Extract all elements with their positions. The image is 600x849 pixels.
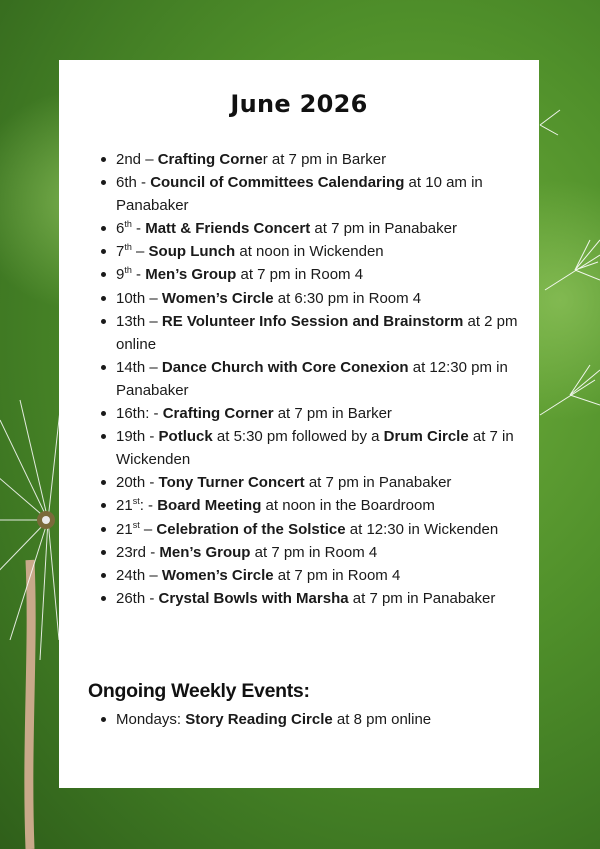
event-list — [89, 148, 546, 610]
event-date: 6th - — [116, 174, 151, 192]
event-separator: : - — [139, 497, 158, 515]
list-item — [116, 587, 546, 610]
event-separator: - — [131, 220, 146, 238]
event-separator: – — [139, 520, 157, 538]
event-date: 13th – — [116, 312, 162, 330]
event-details: at 7 pm in Panabaker — [304, 474, 452, 492]
event-date: 19th - — [116, 428, 159, 446]
event-date: 9 — [116, 266, 125, 284]
list-item — [116, 541, 546, 564]
event-name: Dance Church with Core Conexion — [161, 358, 409, 376]
event-name: Crystal Bowls with Marsha — [158, 589, 349, 607]
list-item — [116, 240, 546, 263]
event-details: r at 7 pm in Barker — [262, 151, 387, 168]
event-details: at 7 pm in Panabaker — [310, 220, 457, 238]
event-details: at noon in Wickenden — [235, 243, 384, 261]
list-item — [116, 310, 546, 356]
event-details: at 5:30 pm followed by a — [212, 428, 384, 446]
list-item — [116, 425, 546, 471]
event-name: Celebration of the Solstice — [156, 520, 346, 538]
page-title: June 2026 — [230, 90, 368, 118]
event-name: Soup Lunch — [148, 243, 236, 261]
event-date: 2nd – — [116, 151, 158, 168]
ongoing-heading: Ongoing Weekly Events: — [88, 680, 310, 702]
event-date: 6 — [116, 220, 125, 238]
event-details: at 10 am in Panabaker — [116, 174, 483, 215]
event-name: Crafting Corner — [162, 405, 274, 423]
event-details: at 12:30 in Wickenden — [345, 520, 499, 538]
list-item — [116, 471, 546, 494]
event-name: Drum Circle — [383, 428, 469, 446]
list-item — [116, 518, 546, 541]
event-date: 16th: - — [116, 405, 163, 423]
event-date: 10th – — [116, 289, 162, 307]
event-date: 23rd - — [116, 543, 160, 561]
event-date: 20th - — [116, 474, 159, 492]
event-separator: - — [131, 266, 146, 284]
event-name: Board Meeting — [157, 497, 262, 515]
event-details: at noon in the Boardroom — [261, 497, 435, 515]
list-item — [116, 564, 546, 587]
event-date: 21 — [116, 497, 133, 515]
list-item — [116, 494, 546, 517]
event-name: Men’s Group — [159, 543, 251, 561]
event-name: Story Reading Circle — [185, 711, 333, 728]
event-date: 7 — [116, 243, 125, 261]
date-suffix: th — [124, 242, 132, 253]
event-details: at 7 pm in Room 4 — [250, 543, 378, 561]
event-name: Potluck — [158, 428, 213, 446]
list-item — [116, 171, 546, 217]
event-date: 24th – — [116, 566, 162, 584]
event-date: 21 — [116, 520, 133, 538]
list-item — [116, 402, 546, 425]
event-details: at 8 pm online — [332, 711, 432, 728]
event-card — [59, 60, 539, 788]
event-details: at 7 pm in Panabaker — [348, 589, 496, 607]
event-date: Mondays: — [116, 711, 186, 728]
event-details: at 12:30 pm in Panabaker — [116, 358, 508, 399]
list-item — [116, 356, 546, 402]
event-details: at 7 pm in Barker — [273, 405, 392, 423]
event-details: at 2 pm online — [116, 312, 518, 353]
list-item — [116, 287, 546, 310]
event-name: Tony Turner Concert — [158, 474, 305, 492]
list-item — [116, 263, 546, 286]
date-suffix: th — [124, 219, 132, 230]
event-separator: – — [131, 243, 149, 261]
event-name: Council of Committees Calendaring — [150, 174, 405, 192]
event-name: Matt & Friends Concert — [145, 220, 311, 238]
event-date: 26th - — [116, 589, 159, 607]
ongoing-list — [89, 708, 546, 731]
event-date: 14th – — [116, 358, 162, 376]
event-name: Women’s Circle — [161, 566, 274, 584]
list-item — [116, 217, 546, 240]
event-name: Crafting Corne — [157, 151, 263, 168]
date-suffix: st — [132, 519, 140, 530]
event-details: at 7 in Wickenden — [116, 428, 514, 469]
event-details: at 7 pm in Room 4 — [273, 566, 401, 584]
event-details: at 6:30 pm in Room 4 — [273, 289, 422, 307]
event-details: at 7 pm in Room 4 — [236, 266, 364, 284]
event-name: RE Volunteer Info Session and Brainstorm — [161, 312, 464, 330]
list-item — [116, 708, 546, 731]
event-name: Women’s Circle — [161, 289, 274, 307]
event-name: Men’s Group — [145, 266, 237, 284]
date-suffix: st — [132, 496, 140, 507]
list-item — [116, 148, 546, 171]
date-suffix: th — [124, 265, 132, 276]
